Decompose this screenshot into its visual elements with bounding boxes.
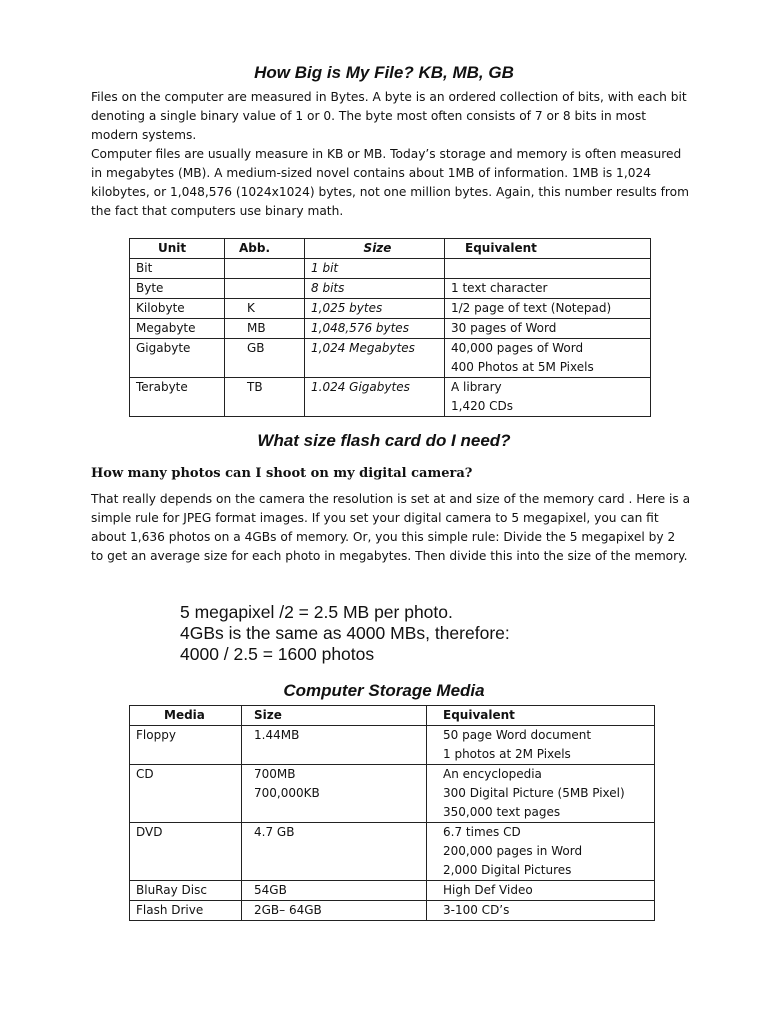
equivalent-line: 3-100 CD’s — [443, 903, 510, 917]
equivalent-line: 40,000 pages of Word — [451, 341, 584, 355]
table-row — [130, 726, 655, 765]
size-cell: 1 bit — [305, 259, 445, 279]
equivalent-cell — [427, 765, 655, 823]
size-line: 1.44MB — [254, 728, 300, 742]
formula-line: 4000 / 2.5 = 1600 photos — [180, 644, 375, 664]
table-row — [130, 339, 651, 378]
size-cell — [242, 881, 427, 901]
equivalent-cell — [445, 339, 651, 378]
table-row — [130, 901, 655, 921]
equivalent-line: 350,000 text pages — [443, 805, 561, 819]
unit-cell: Megabyte — [130, 319, 225, 339]
abb-cell: GB — [225, 339, 305, 378]
storage-media-title: Computer Storage Media — [283, 681, 485, 700]
table-row — [130, 378, 651, 417]
unit-table-header — [130, 239, 651, 259]
table-row — [130, 319, 651, 339]
size-cell: 8 bits — [305, 279, 445, 299]
table-row — [130, 259, 651, 279]
size-line: 4.7 GB — [254, 825, 295, 839]
header-size: Size — [305, 239, 445, 259]
equivalent-cell — [427, 823, 655, 881]
intro-text — [91, 88, 691, 221]
equivalent-cell: 1/2 page of text (Notepad) — [445, 299, 651, 319]
equivalent-line: 200,000 pages in Word — [443, 844, 583, 858]
table-row — [130, 823, 655, 881]
size-line: 700MB — [254, 767, 296, 781]
header-unit: Unit — [130, 239, 225, 259]
equivalent-line: 6.7 times CD — [443, 825, 521, 839]
unit-cell: Gigabyte — [130, 339, 225, 378]
abb-cell — [225, 279, 305, 299]
equivalent-line: 50 page Word document — [443, 728, 592, 742]
media-cell: BluRay Disc — [130, 881, 242, 901]
header-equivalent: Equivalent — [445, 239, 651, 259]
header-media: Media — [130, 706, 242, 726]
equivalent-line: 300 Digital Picture (5MB Pixel) — [443, 786, 625, 800]
equivalent-cell: 30 pages of Word — [445, 319, 651, 339]
formula-block — [180, 602, 510, 665]
storage-media-table — [129, 705, 655, 921]
size-cell — [242, 901, 427, 921]
equivalent-cell — [445, 378, 651, 417]
equivalent-line: An encyclopedia — [443, 767, 542, 781]
intro-paragraph-1: Files on the computer are measured in Bytes. A byte is an ordered collection of bits, with each bit denoting a single binary value of 1 or 0. The byte most often consists of 7 or 8 bits in most modern systems. — [91, 90, 687, 142]
photos-paragraph — [91, 490, 691, 566]
equivalent-line: 1,420 CDs — [451, 399, 514, 413]
equivalent-cell — [427, 726, 655, 765]
unit-cell: Kilobyte — [130, 299, 225, 319]
table-row — [130, 279, 651, 299]
size-line: 700,000KB — [254, 786, 320, 800]
equivalent-cell — [445, 259, 651, 279]
equivalent-line: 2,000 Digital Pictures — [443, 863, 572, 877]
media-cell: Flash Drive — [130, 901, 242, 921]
equivalent-cell: 1 text character — [445, 279, 651, 299]
media-cell: Floppy — [130, 726, 242, 765]
size-cell: 1,025 bytes — [305, 299, 445, 319]
equivalent-line: A library — [451, 380, 502, 394]
table-row — [130, 765, 655, 823]
size-cell: 1,048,576 bytes — [305, 319, 445, 339]
size-cell — [242, 823, 427, 881]
table-row — [130, 881, 655, 901]
intro-paragraph-2: Computer files are usually measure in KB or MB. Today’s storage and memory is often measured in megabytes (MB). A medium-sized novel contains about 1MB of information. 1MB is 1,024 kilobytes, or 1,048,576 (1024x1024) bytes, not one million bytes. Again, this number results from the fact that computers use binary math. — [91, 147, 690, 218]
photos-text: That really depends on the camera the resolution is set at and size of the memory card . Here is a simple rule for JPEG format images. If you set your digital camera to 5 megapixel, you can fit about 1,636 photos on a 4GBs of memory. Or, you this simple rule: Divide the 5 megapixel by 2 to get an average size for each photo in megabytes. Then divide this into the size of the memory. — [91, 492, 691, 563]
size-cell: 1.024 Gigabytes — [305, 378, 445, 417]
formula-line: 5 megapixel /2 = 2.5 MB per photo. — [180, 602, 453, 622]
media-cell: DVD — [130, 823, 242, 881]
unit-cell: Bit — [130, 259, 225, 279]
size-cell: 1,024 Megabytes — [305, 339, 445, 378]
unit-cell: Byte — [130, 279, 225, 299]
size-cell — [242, 726, 427, 765]
size-cell — [242, 765, 427, 823]
equivalent-line: 1 photos at 2M Pixels — [443, 747, 571, 761]
header-abb: Abb. — [225, 239, 305, 259]
equivalent-cell — [427, 881, 655, 901]
media-cell: CD — [130, 765, 242, 823]
photos-heading: How many photos can I shoot on my digital camera? — [91, 466, 473, 481]
equivalent-line: 400 Photos at 5M Pixels — [451, 360, 594, 374]
abb-cell: TB — [225, 378, 305, 417]
abb-cell: K — [225, 299, 305, 319]
header-equivalent: Equivalent — [427, 706, 655, 726]
unit-table — [129, 238, 651, 417]
abb-cell — [225, 259, 305, 279]
table-row — [130, 299, 651, 319]
media-table-header — [130, 706, 655, 726]
size-line: 54GB — [254, 883, 287, 897]
flash-card-title: What size flash card do I need? — [257, 431, 511, 450]
abb-cell: MB — [225, 319, 305, 339]
size-line: 2GB– 64GB — [254, 903, 322, 917]
page-title: How Big is My File? KB, MB, GB — [254, 63, 514, 82]
equivalent-cell — [427, 901, 655, 921]
unit-cell: Terabyte — [130, 378, 225, 417]
formula-line: 4GBs is the same as 4000 MBs, therefore: — [180, 623, 510, 643]
equivalent-line: High Def Video — [443, 883, 533, 897]
header-size: Size — [242, 706, 427, 726]
